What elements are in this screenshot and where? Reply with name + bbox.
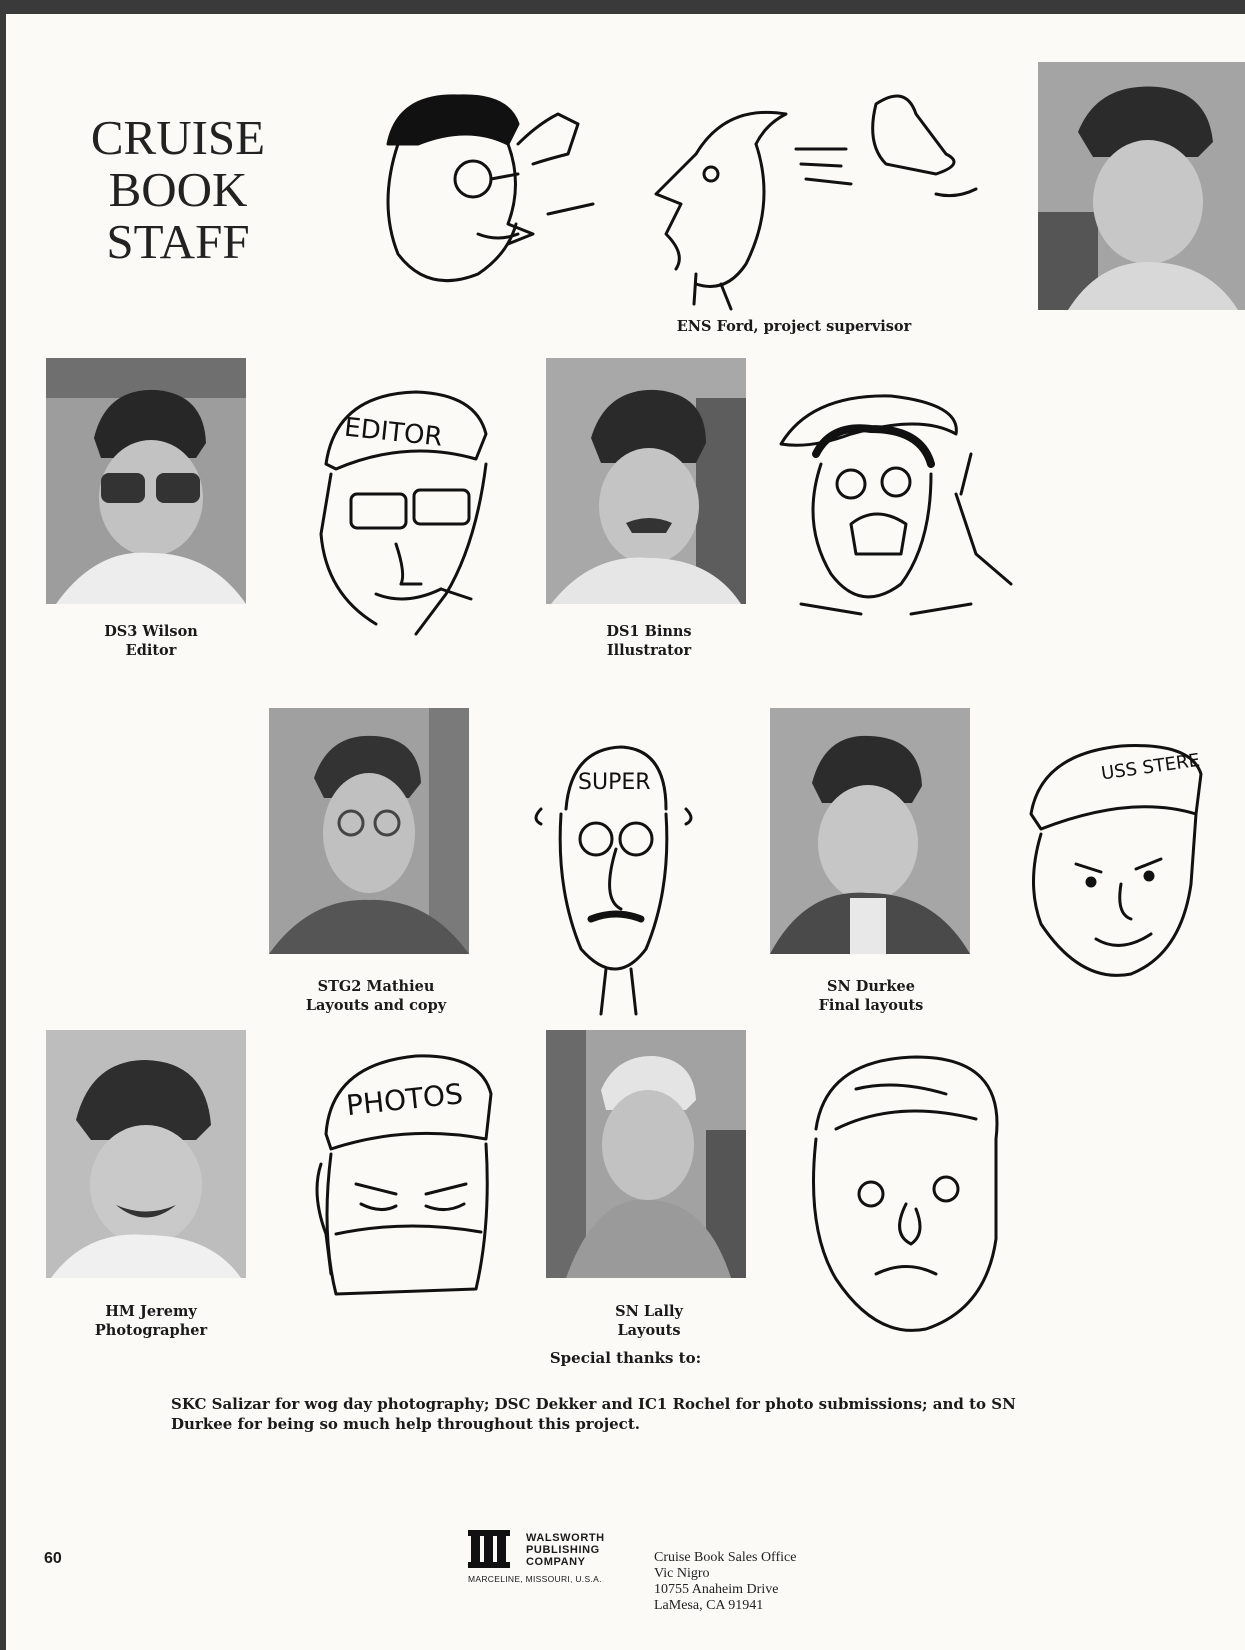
publisher-name xyxy=(526,1532,605,1568)
svg-text:SUPER: SUPER xyxy=(578,770,651,795)
caption-role: Layouts xyxy=(617,1322,681,1339)
caption-name: SN Lally xyxy=(615,1303,683,1320)
photo-ds3-wilson xyxy=(46,358,246,604)
cartoon-illustrator xyxy=(771,384,1021,634)
cartoon-worried-man xyxy=(796,1049,1036,1339)
publisher-line-3: COMPANY xyxy=(526,1556,586,1568)
photo-sn-lally xyxy=(546,1030,746,1278)
svg-text:PHOTOS: PHOTOS xyxy=(344,1077,465,1123)
page-number: 60 xyxy=(44,1550,62,1567)
cartoon-editor xyxy=(306,384,506,644)
cartoon-man-losing-cap xyxy=(636,84,996,314)
caption-sn-durkee xyxy=(786,977,956,1015)
photo-ens-ford xyxy=(1038,62,1245,310)
cartoon-saluting-officer xyxy=(358,84,598,302)
caption-sn-lally xyxy=(574,1302,724,1340)
publisher-location: MARCELINE, MISSOURI, U.S.A. xyxy=(468,1574,602,1584)
cartoon-super xyxy=(526,739,706,1019)
caption-name: ENS Ford, project supervisor xyxy=(676,318,912,335)
walsworth-logo-icon xyxy=(468,1530,510,1568)
caption-role: Layouts and copy xyxy=(305,997,447,1014)
cartoon-photos xyxy=(306,1044,506,1334)
sales-office-address xyxy=(654,1550,796,1614)
caption-hm-jeremy xyxy=(76,1302,226,1340)
caption-ds3-wilson xyxy=(76,622,226,660)
caption-ens-ford xyxy=(664,317,924,336)
title-line-3: STAFF xyxy=(106,214,250,269)
caption-name: STG2 Mathieu xyxy=(317,978,435,995)
caption-role: Illustrator xyxy=(606,642,692,659)
caption-name: SN Durkee xyxy=(826,978,916,995)
caption-role: Photographer xyxy=(94,1322,208,1339)
title-line-2: BOOK xyxy=(108,162,248,217)
sales-office-line-1: Cruise Book Sales Office xyxy=(654,1550,797,1565)
svg-text:USS STERE: USS STERE xyxy=(1099,749,1202,785)
photo-stg2-mathieu xyxy=(269,708,469,954)
caption-name: DS1 Binns xyxy=(606,623,692,640)
publisher-line-1: WALSWORTH xyxy=(526,1532,605,1544)
yearbook-page xyxy=(6,14,1245,1650)
caption-role: Final layouts xyxy=(818,997,924,1014)
photo-ds1-binns xyxy=(546,358,746,604)
sales-office-line-3: 10755 Anaheim Drive xyxy=(654,1582,779,1597)
special-thanks-heading: Special thanks to: xyxy=(549,1349,702,1367)
title-line-1: CRUISE xyxy=(90,110,266,165)
cartoon-uss-sterett-cap xyxy=(1021,734,1221,994)
caption-name: HM Jeremy xyxy=(105,1303,197,1320)
photo-hm-jeremy xyxy=(46,1030,246,1278)
sales-office-line-2: Vic Nigro xyxy=(654,1566,710,1581)
caption-name: DS3 Wilson xyxy=(104,623,198,640)
sales-office-line-4: LaMesa, CA 91941 xyxy=(654,1598,764,1613)
special-thanks-body: SKC Salizar for wog day photography; DSC Dekker and IC1 Rochel for photo submissions; and to SN Durkee for being so much help throughout this project. xyxy=(171,1395,1016,1433)
publisher-line-2: PUBLISHING xyxy=(526,1544,600,1556)
svg-text:EDITOR: EDITOR xyxy=(342,412,444,453)
page-title xyxy=(68,112,288,268)
caption-stg2-mathieu xyxy=(276,977,476,1015)
photo-sn-durkee xyxy=(770,708,970,954)
caption-role: Editor xyxy=(125,642,177,659)
caption-ds1-binns xyxy=(574,622,724,660)
